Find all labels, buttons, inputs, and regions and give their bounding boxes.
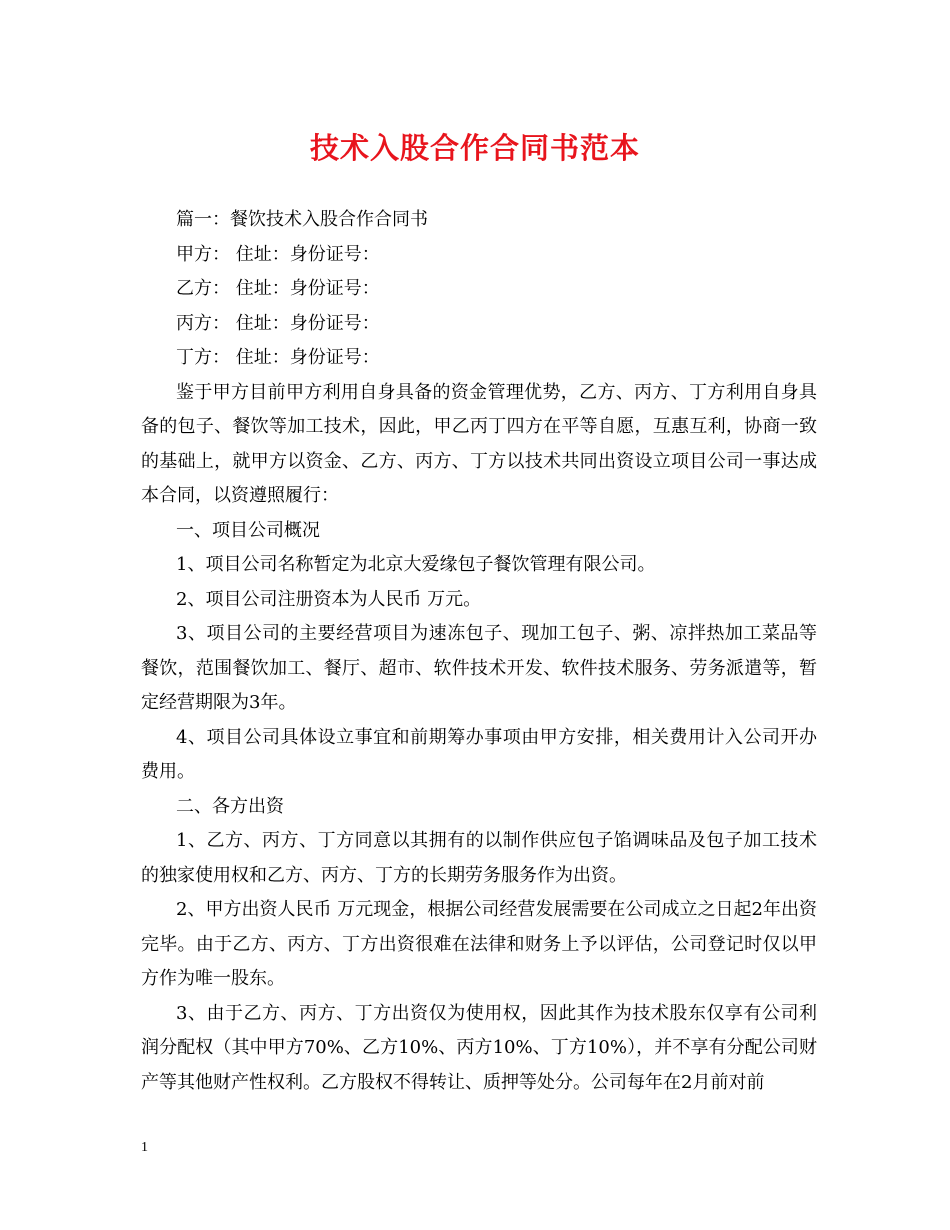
party-d-line: 丁方： 住址：身份证号： <box>176 347 380 368</box>
clause-paragraph: 4、项目公司具体设立事宜和前期筹办事项由甲方安排，相关费用计入公司开办费用。 <box>141 726 817 782</box>
section-heading-company-overview: 一、项目公司概况 <box>176 519 320 541</box>
document-title: 技术入股合作合同书范本 <box>309 131 640 165</box>
page-number: 1 <box>141 1140 148 1155</box>
clause-paragraph: 2、项目公司注册资本为人民币 万元。 <box>176 588 482 610</box>
party-a-line: 甲方： 住址：身份证号： <box>176 243 380 265</box>
preamble-paragraph: 鉴于甲方目前甲方利用自身具备的资金管理优势，乙方、丙方、丁方利用自身具备的包子、餐饮等加工技术，因此，甲乙丙丁四方在平等自愿，互惠互利，协商一致的基础上，就甲方以资金、乙方、丙方、丁方以技术共同出资设立项目公司一事达成本合同，以资遵照履行： <box>141 381 817 506</box>
clause-paragraph: 3、由于乙方、丙方、丁方出资仅为使用权，因此其作为技术股东仅享有公司利润分配权（其中甲方70%、乙方10%、丙方10%、丁方10%），并不享有分配公司财产等其他财产性权利。乙方股权不得转让、质押等处分。公司每年在2月前对前 <box>141 1002 817 1093</box>
section-heading-contributions: 二、各方出资 <box>176 795 284 817</box>
party-b-line: 乙方： 住址：身份证号： <box>176 278 380 299</box>
document-body <box>141 203 817 1100</box>
clause-paragraph: 3、项目公司的主要经营项目为速冻包子、现加工包子、粥、凉拌热加工菜品等餐饮，范围餐饮加工、餐厅、超市、软件技术开发、软件技术服务、劳务派遣等，暂定经营期限为3年。 <box>141 623 817 713</box>
party-c-line: 丙方： 住址：身份证号： <box>176 312 380 334</box>
clause-paragraph: 2、甲方出资人民币 万元现金，根据公司经营发展需要在公司成立之日起2年出资完毕。由于乙方、丙方、丁方出资很难在法律和财务上予以评估，公司登记时仅以甲方作为唯一股东。 <box>141 899 817 989</box>
clause-paragraph: 1、乙方、丙方、丁方同意以其拥有的以制作供应包子馅调味品及包子加工技术的独家使用权和乙方、丙方、丁方的长期劳务服务作为出资。 <box>141 830 817 886</box>
section-heading-part-one: 篇一：餐饮技术入股合作合同书 <box>176 209 428 230</box>
clause-paragraph: 1、项目公司名称暂定为北京大爱缘包子餐饮管理有限公司。 <box>176 554 656 575</box>
